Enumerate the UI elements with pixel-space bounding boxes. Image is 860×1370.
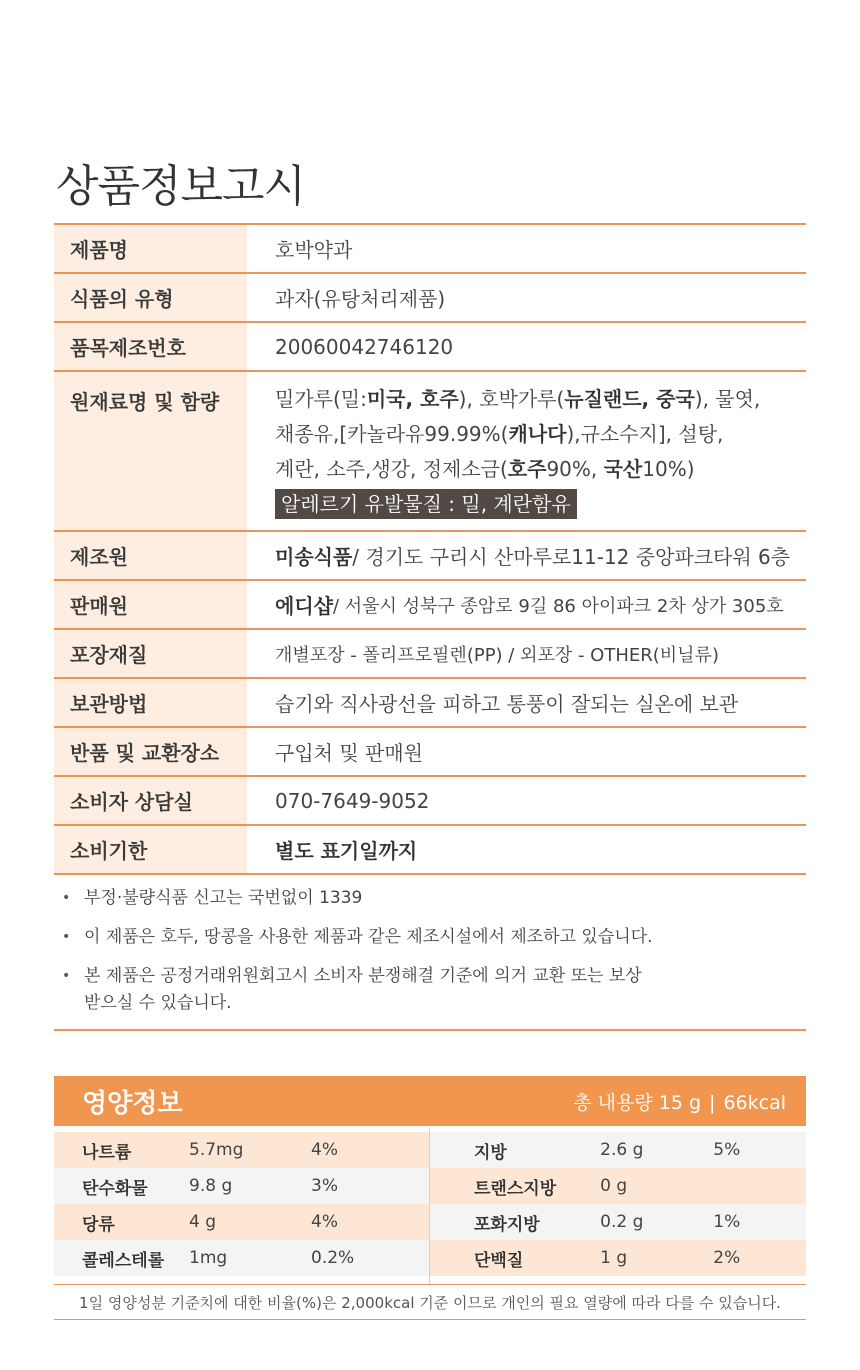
ingredients-line-1 [275,382,806,417]
value-report-number: 20060042746120 [275,334,454,359]
row-report-number [54,323,806,372]
value-manufacturer [247,532,806,579]
label-consumer-center: 소비자 상담실 [54,777,247,824]
nutrition-footnote: 1일 영양성분 기준치에 대한 비율(%)은 2,000kcal 기준 이므로 개인의 필요 열량에 따라 다를 수 있습니다. [54,1286,806,1320]
row-return [54,728,806,777]
ingr-text: 밀가루(밀: [275,387,367,411]
note-item [54,963,806,1017]
nutrition-grid [54,1128,806,1285]
manufacturer-address: / 경기도 구리시 산마루로11-12 중앙파크타워 6층 [352,545,791,569]
row-manufacturer [54,532,806,581]
nutrition-row [430,1132,806,1168]
nutrition-column-right [430,1128,806,1284]
label-packaging: 포장재질 [54,630,247,677]
label-return: 반품 및 교환장소 [54,728,247,775]
nutrient-name: 탄수화물 [82,1178,148,1199]
row-packaging [54,630,806,679]
nutrient-pct: 1% [713,1212,741,1232]
nutrient-amount: 2.6 g [600,1140,644,1160]
ingr-text: ), 호박가루( [458,387,565,411]
ingr-text: ),규소수지], 설탕, [566,422,724,446]
nutrition-column-left [54,1128,430,1284]
nutrient-amount: 0.2 g [600,1212,644,1232]
nutrition-row [54,1204,429,1240]
nutrient-pct: 4% [311,1212,338,1232]
manufacturer-name: 미송식품 [275,545,353,569]
nutrition-row [54,1168,429,1204]
label-seller: 판매원 [54,581,247,628]
nutrient-name: 포화지방 [474,1214,540,1235]
nutrition-row [430,1204,806,1240]
ingr-origin: 캐나다 [508,422,567,446]
nutrient-name: 당류 [82,1214,115,1235]
ingr-origin: 호주 [507,457,547,481]
nutrient-amount: 9.8 g [189,1176,233,1196]
label-expiry: 소비기한 [54,826,247,873]
nutrient-name: 콜레스테롤 [82,1250,165,1271]
value-consumer-center: 070-7649-9052 [275,788,430,813]
value-product-name: 호박약과 [275,238,353,262]
row-food-type [54,274,806,323]
nutrient-amount: 5.7mg [189,1140,244,1160]
value-storage: 습기와 직사광선을 피하고 통풍이 잘되는 실온에 보관 [275,692,739,716]
nutrition-total [573,1088,786,1115]
expiry-text: 별도 표기일까지 [275,839,418,863]
seller-address: / 서울시 성북구 종암로 9길 86 아이파크 2차 상가 305호 [332,595,784,617]
allergy-badge: 알레르기 유발물질 : 밀, 계란함유 [275,489,577,519]
ingredients-line-3 [275,452,806,487]
product-info-table [54,223,806,875]
ingr-origin: 국산 [603,457,643,481]
separator: | [709,1091,716,1114]
nutrition-header [54,1076,806,1126]
nutrient-pct: 0.2% [311,1248,355,1268]
nutrition-title: 영양정보 [82,1088,183,1119]
nutrient-pct: 2% [713,1248,741,1268]
ingr-text: 10%) [642,457,695,481]
row-product-name [54,225,806,274]
nutrition-row [430,1240,806,1276]
nutrition-row [54,1132,429,1168]
ingr-text: 90%, [546,457,604,481]
page-title: 상품정보고시 [56,161,306,212]
note-line: 받으실 수 있습니다. [84,993,232,1013]
ingr-text: 채종유,[카놀라유99.99%( [275,422,509,446]
row-ingredients [54,372,806,532]
total-amount: 총 내용량 15 g [573,1091,702,1114]
label-product-name: 제품명 [54,225,247,272]
value-packaging: 개별포장 - 폴리프로필렌(PP) / 외포장 - OTHER(비닐류) [275,644,719,666]
ingr-text: ), 물엿, [694,387,761,411]
label-ingredients: 원재료명 및 함량 [54,372,247,530]
nutrient-amount: 1 g [600,1248,628,1268]
ingr-origin: 미국, 호주 [366,387,459,411]
ingr-text: 계란, 소주,생강, 정제소금( [275,457,508,481]
value-ingredients [247,372,806,530]
ingredients-line-2 [275,417,806,452]
row-expiry [54,826,806,875]
nutrient-amount: 4 g [189,1212,217,1232]
nutrient-name: 단백질 [474,1250,524,1271]
value-seller [247,581,806,628]
label-food-type: 식품의 유형 [54,274,247,321]
note-item: • 이 제품은 호두, 땅콩을 사용한 제품과 같은 제조시설에서 제조하고 있습니다. [54,924,806,951]
row-seller [54,581,806,630]
value-expiry [247,826,806,873]
row-consumer-center [54,777,806,826]
label-manufacturer: 제조원 [54,532,247,579]
ingr-origin: 뉴질랜드, 중국 [564,387,695,411]
note-line: 본 제품은 공정거래위원회고시 소비자 분쟁해결 기준에 의거 교환 또는 보상 [84,966,642,986]
value-food-type: 과자(유탕처리제품) [275,287,446,311]
nutrient-amount: 0 g [600,1176,628,1196]
nutrition-row [54,1240,429,1276]
nutrient-pct: 5% [713,1140,741,1160]
nutrient-name: 트랜스지방 [474,1178,557,1199]
nutrient-amount: 1mg [189,1248,228,1268]
seller-name: 에디샵 [275,594,333,618]
nutrition-row [430,1168,806,1204]
note-item: • 부정·불량식품 신고는 국번없이 1339 [54,885,806,912]
label-storage: 보관방법 [54,679,247,726]
label-report-number: 품목제조번호 [54,323,247,370]
nutrient-name: 지방 [474,1142,507,1163]
nutrient-name: 나트륨 [82,1142,132,1163]
notes-list [54,885,806,1031]
value-return: 구입처 및 판매원 [275,741,423,765]
total-kcal: 66kcal [723,1091,786,1114]
nutrient-pct: 3% [311,1176,338,1196]
row-storage [54,679,806,728]
nutrient-pct: 4% [311,1140,338,1160]
